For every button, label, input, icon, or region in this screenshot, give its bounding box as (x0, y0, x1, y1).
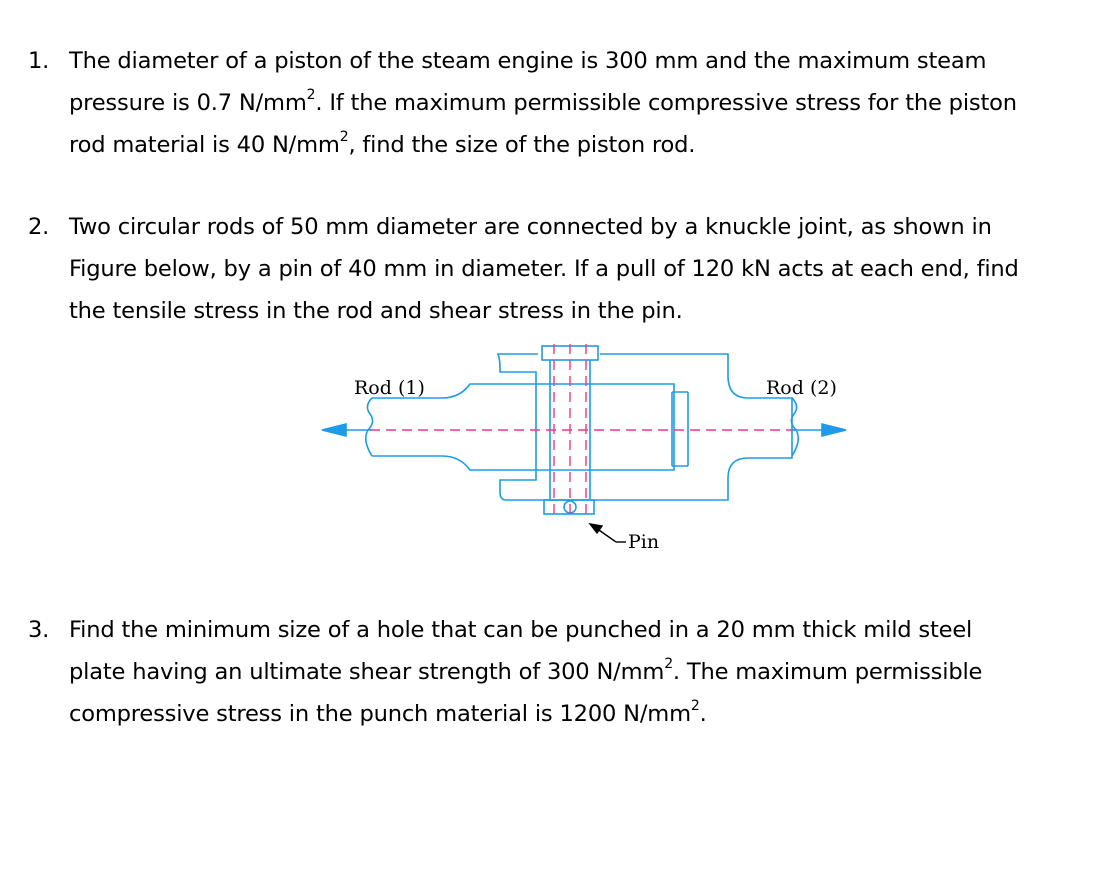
rod-1-label: Rod (1) (354, 377, 425, 399)
question-line: plate having an ultimate shear strength of 300 $N/mm^2$. The maximum permissible (69, 656, 983, 685)
pin-label: Pin (628, 531, 660, 553)
question-line: Find the minimum size of a hole that can be punched in a 20 mm thick mild steel (69, 617, 973, 643)
question-line: Two circular rods of 50 mm diameter are connected by a knuckle joint, as shown in (69, 214, 992, 240)
question-line: Figure below, by a pin of 40 mm in diameter. If a pull of 120 kN acts at each end, find (69, 256, 1019, 282)
question-line: rod material is 40 $N/mm^2$, find the size of the piston rod. (69, 129, 696, 158)
right-arrow-icon (822, 424, 846, 436)
left-arrow-icon (322, 424, 346, 436)
question-line: the tensile stress in the rod and shear stress in the pin. (69, 298, 683, 324)
knuckle-joint-figure (310, 340, 850, 558)
pin-leader (590, 524, 626, 542)
question-number: 2. (28, 214, 50, 240)
center-lines (370, 344, 800, 516)
question-line: compressive stress in the punch material is 1200 $N/mm^2$. (69, 698, 707, 727)
question-number: 3. (28, 617, 50, 643)
question-number: 1. (28, 48, 50, 74)
question-line: pressure is 0.7 $N/mm^2$. If the maximum permissible compressive stress for the piston (69, 87, 1017, 116)
rod-2-label: Rod (2) (766, 377, 837, 399)
question-line: The diameter of a piston of the steam engine is 300 mm and the maximum steam (69, 48, 987, 74)
